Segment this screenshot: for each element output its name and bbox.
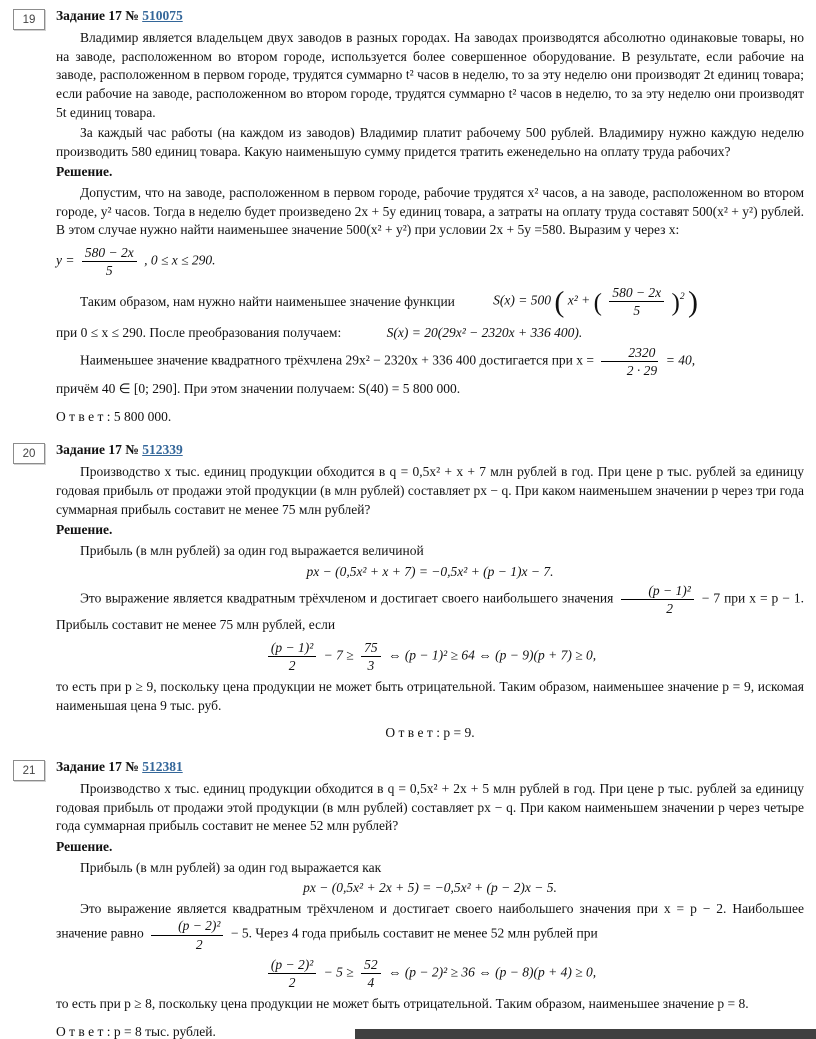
answer-label: О т в е т :	[385, 725, 440, 741]
fraction-numerator: 2320	[601, 345, 658, 362]
fraction	[621, 583, 693, 616]
fraction-numerator: (p − 2)²	[151, 918, 223, 935]
fraction-denominator: 3	[367, 658, 375, 674]
fraction-numerator: 52	[361, 957, 381, 974]
solution-label: Решение.	[56, 164, 113, 180]
inequality-text: ⇔ (p − 1)² ≥ 64 ⇔ (p − 9)(p + 7) ≥ 0,	[387, 647, 597, 663]
transform-text: при 0 ≤ x ≤ 290. После преобразования получаем:	[56, 325, 342, 341]
profit-equation: px − (0,5x² + x + 7) = −0,5x² + (p − 1)x − 7.	[306, 563, 554, 579]
fraction-numerator: (p − 2)²	[268, 957, 316, 974]
fraction-numerator: (p − 1)²	[621, 583, 693, 600]
fraction	[609, 285, 664, 318]
answer-value: 5 800 000.	[113, 408, 172, 424]
task-number-link[interactable]: 510075	[142, 8, 183, 23]
problem-index-badge: 19	[13, 9, 45, 30]
fraction	[601, 345, 658, 378]
statement-paragraph: Производство x тыс. единиц продукции обходится в q = 0,5x² + x + 7 млн рублей в год. При цене p тыс. рублей за единицу годовая прибыль от продажи этой продукции (в млн рублей) составляет px − q. При каком наименьшем значении p через три года суммарная прибыль составит не менее 75 млн рублей?	[56, 464, 804, 517]
argument-text: Это выражение является квадратным трёхчленом и достигает своего наибольшего значения при x = p − 2. Наибольшее значение равно	[56, 900, 804, 942]
inequality-line	[56, 640, 804, 673]
fraction-numerator: 580 − 2x	[82, 245, 137, 262]
argument-text: − 7 при x = p − 1. Прибыль составит не менее 75 млн рублей, если	[56, 590, 805, 633]
task-label: Задание 17 №	[56, 759, 139, 775]
profit-equation: px − (0,5x² + 2x + 5) = −0,5x² + (p − 2)x − 5.	[303, 880, 557, 896]
solution-paragraph: Прибыль (в млн рублей) за один год выражается как	[80, 859, 382, 875]
equation-lead-text: Таким образом, нам нужно найти наименьшее значение функции	[80, 293, 455, 309]
equation-s	[493, 285, 698, 318]
answer-value: p = 8 тыс. рублей.	[113, 1023, 216, 1039]
solution-label: Решение.	[56, 838, 113, 854]
minimum-text: Наименьшее значение квадратного трёхчлена 29x² − 2320x + 336 400 достигается при x =	[80, 352, 595, 368]
argument-text: − 5. Через 4 года прибыль составит не менее 52 млн рублей при	[230, 926, 598, 942]
conclusion-paragraph: то есть при p ≥ 9, поскольку цена продукции не может быть отрицательной. Таким образом, наименьшее значение p = 9, искомая наименьшая цена 9 тыс. руб.	[56, 679, 804, 713]
problem-21-gutter	[0, 759, 56, 1039]
fraction-numerator: 75	[361, 640, 381, 657]
equation-y	[56, 245, 804, 278]
answer-line	[56, 724, 804, 743]
equation-s-row	[56, 283, 804, 320]
fraction-denominator: 4	[367, 974, 375, 990]
final-line: причём 40 ∈ [0; 290]. При этом значении получаем: S(40) = 5 800 000.	[56, 381, 461, 397]
task-number-link[interactable]: 512381	[142, 759, 183, 775]
fraction	[361, 957, 381, 990]
argument-text: Это выражение является квадратным трёхчленом и достигает своего наибольшего значения	[80, 590, 614, 606]
fraction	[151, 918, 223, 951]
task-title	[56, 442, 804, 458]
task-number-link[interactable]: 512339	[142, 442, 183, 458]
fraction	[82, 245, 137, 278]
close-paren: )	[671, 289, 680, 317]
fraction-numerator: 580 − 2x	[609, 285, 664, 302]
statement-paragraph: За каждый час работы (на каждом из заводов) Владимир платит рабочему 500 рублей. Владимиру нужно каждую неделю производить 580 единиц товара. Какую наименьшую сумму придется тратить еженедельно на оплату труда рабочих?	[56, 125, 804, 159]
answer-line	[56, 408, 804, 427]
equation-text: y =	[56, 252, 75, 268]
task-title	[56, 759, 804, 775]
problem-19-content	[56, 8, 816, 429]
problem-21-content	[56, 759, 816, 1039]
fraction-denominator: 2	[195, 936, 203, 952]
exponent: 2	[679, 292, 685, 303]
conclusion-paragraph: то есть при p ≥ 8, поскольку цена продукции не может быть отрицательной. Таким образом, наименьшее значение p = 8.	[56, 995, 749, 1011]
window-bottom-edge	[355, 1029, 816, 1039]
answer-label: О т в е т :	[56, 1023, 111, 1039]
fraction	[268, 640, 316, 673]
open-paren: (	[554, 285, 565, 319]
open-paren: (	[593, 289, 602, 317]
problem-19	[0, 8, 816, 429]
task-label: Задание 17 №	[56, 8, 139, 23]
answer-value: p = 9.	[443, 725, 475, 741]
equation-text: x² +	[567, 292, 594, 308]
minimum-result: = 40,	[665, 352, 696, 368]
problem-20	[0, 442, 816, 746]
argument-paragraph	[56, 900, 804, 952]
solution-paragraph: Прибыль (в млн рублей) за один год выражается величиной	[80, 542, 424, 558]
inequality-text: − 7 ≥	[323, 647, 354, 663]
task-label: Задание 17 №	[56, 442, 139, 458]
fraction-denominator: 2 · 29	[626, 363, 658, 379]
fraction-denominator: 2	[288, 974, 296, 990]
inequality-text: − 5 ≥	[323, 964, 354, 980]
close-paren: )	[688, 285, 698, 319]
solution-paragraph: Допустим, что на заводе, расположенном в первом городе, рабочие трудятся x² часов, а на заводе, расположенном во втором городе, y² часов. Тогда в неделю будет произведено 2x + 5y единиц товара, а затраты на оплату труда составят 500(x² + y²) рублей. В этом случае нужно найти наименьшее значение 500(x² + y²) при условии 2x + 5y =580. Выразим y через x:	[56, 185, 804, 238]
fraction-numerator: (p − 1)²	[268, 640, 316, 657]
statement-paragraph: Владимир является владельцем двух заводов в разных городах. На заводах производятся абсолютно одинаковые товары, но на заводе, расположенном во втором городе, используется более совершенное оборудование. В результате, если рабочие на заводе, расположенном в первом городе, трудятся суммарно t² часов в неделю, то за эту неделю они производят 2t единиц товара; если рабочие на заводе, расположенном во втором городе, трудятся суммарно t² часов в неделю, то за эту неделю они производят 5t единиц товара.	[56, 30, 804, 120]
answer-label: О т в е т :	[56, 408, 111, 424]
minimum-line	[56, 345, 804, 378]
fraction-denominator: 2	[666, 601, 673, 617]
equation-text: S(x) = 500	[493, 292, 551, 308]
task-title	[56, 8, 804, 24]
argument-paragraph	[56, 583, 804, 635]
transform-line	[56, 324, 804, 343]
problem-index-badge: 20	[13, 443, 45, 464]
inequality-line	[56, 957, 804, 990]
problem-20-content	[56, 442, 816, 746]
equation-s-simplified: S(x) = 20(29x² − 2320x + 336 400).	[386, 325, 583, 341]
inequality-text: ⇔ (p − 2)² ≥ 36 ⇔ (p − 8)(p + 4) ≥ 0,	[387, 964, 597, 980]
fraction-denominator: 2	[288, 658, 296, 674]
problem-20-gutter	[0, 442, 56, 746]
problem-19-gutter	[0, 8, 56, 429]
fraction-denominator: 5	[633, 303, 641, 319]
fraction-denominator: 5	[105, 262, 113, 278]
fraction	[268, 957, 316, 990]
problem-index-badge: 21	[13, 760, 45, 781]
fraction	[361, 640, 381, 673]
solution-label: Решение.	[56, 522, 113, 538]
statement-paragraph: Производство x тыс. единиц продукции обходится в q = 0,5x² + 2x + 5 млн рублей в год. При цене p тыс. рублей за единицу годовая прибыль от продажи этой продукции (в млн рублей) составляет px − q. При каком наименьшем значении p через четыре года суммарная прибыль составит не менее 52 млн рублей?	[56, 781, 804, 834]
equation-text: , 0 ≤ x ≤ 290.	[144, 252, 216, 268]
problem-21	[0, 759, 816, 1039]
